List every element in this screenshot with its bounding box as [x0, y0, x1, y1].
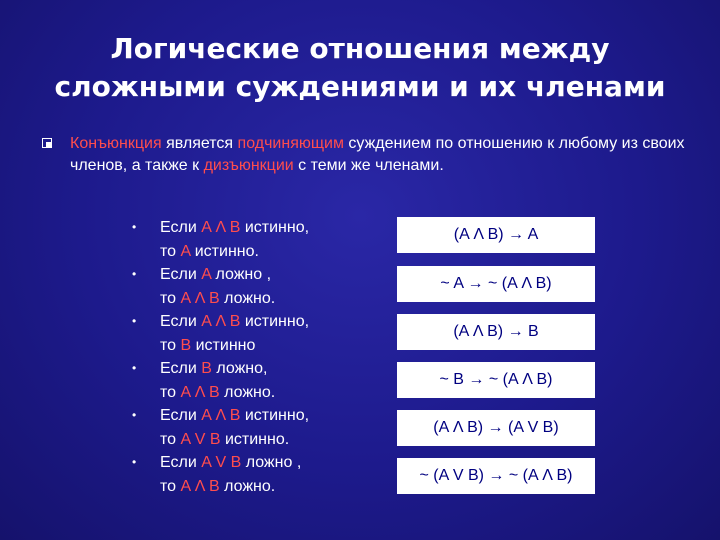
variable-term: A Λ B: [201, 407, 241, 424]
rule-item: [130, 451, 370, 498]
rule-text: то: [160, 289, 181, 307]
title-line-2: сложными суждениями и их членами: [54, 70, 666, 103]
variable-term: A: [180, 242, 191, 260]
rule-line-2: [160, 428, 370, 452]
highlighted-term: дизъюнкции: [203, 157, 294, 174]
intro-fragment: суждением по отношению к любому из своих членов, а также к: [70, 135, 685, 174]
variable-term: A V B: [180, 430, 221, 448]
intro-text: [70, 133, 702, 177]
formula-box: ~ (A V B) → ~ (A Λ B): [397, 458, 595, 494]
rule-text: истинно.: [190, 242, 259, 260]
rule-text: Если: [160, 219, 202, 236]
title-line-1: Логические отношения между: [110, 32, 610, 65]
variable-term: A Λ B: [180, 383, 220, 401]
variable-term: B: [201, 360, 212, 377]
rule-item: [130, 404, 370, 451]
rule-line-2: [160, 287, 370, 311]
rule-text: истинно,: [240, 313, 310, 330]
variable-term: A Λ B: [180, 289, 220, 307]
rule-text: ложно ,: [241, 454, 302, 471]
rule-text: Если: [160, 407, 202, 424]
rule-text: Если: [160, 266, 202, 283]
bullet-icon: •: [132, 455, 137, 469]
rule-line-1: [160, 404, 370, 428]
rule-text: Если: [160, 313, 202, 330]
rule-text: истинно,: [240, 407, 310, 424]
intro-paragraph: [42, 133, 702, 177]
rule-text: то: [160, 242, 181, 260]
bullet-icon: •: [132, 220, 137, 234]
rule-text: то: [160, 336, 181, 354]
intro-fragment: является: [161, 135, 238, 152]
slide-title: [0, 30, 720, 106]
variable-term: A: [201, 266, 212, 283]
rules-list: [130, 216, 370, 498]
rule-text: ложно ,: [211, 266, 272, 283]
rule-line-1: [160, 263, 370, 287]
formula-box: (A Λ B) → (A V B): [397, 410, 595, 446]
variable-term: B: [180, 336, 192, 354]
rule-text: то: [160, 430, 181, 448]
rule-line-1: [160, 357, 370, 381]
formula-box: (A Λ B) → B: [397, 314, 595, 350]
formula-box: ~ B → ~ (A Λ B): [397, 362, 595, 398]
highlighted-term: Конъюнкция: [70, 135, 162, 152]
highlighted-term: подчиняющим: [237, 135, 344, 152]
bullet-icon: •: [132, 361, 137, 375]
rule-item: [130, 357, 370, 404]
rule-text: истинно: [191, 336, 256, 354]
rule-text: ложно.: [219, 289, 276, 307]
formula-box: ~ A → ~ (A Λ B): [397, 266, 595, 302]
checkbox-bullet-icon: [42, 138, 52, 148]
bullet-icon: •: [132, 408, 137, 422]
rule-line-2: [160, 334, 370, 358]
rule-item: [130, 263, 370, 310]
rule-line-1: [160, 310, 370, 334]
rule-line-2: [160, 240, 370, 264]
rule-item: [130, 310, 370, 357]
rule-line-1: [160, 216, 370, 240]
variable-term: A Λ B: [180, 477, 220, 495]
rule-text: истинно,: [240, 219, 310, 236]
rule-line-2: [160, 475, 370, 499]
bullet-icon: •: [132, 267, 137, 281]
rule-item: [130, 216, 370, 263]
rule-line-1: [160, 451, 370, 475]
formula-box: (A Λ B) → A: [397, 217, 595, 253]
rule-text: то: [160, 477, 181, 495]
rule-text: ложно.: [219, 477, 276, 495]
variable-term: A Λ B: [201, 219, 241, 236]
variable-term: A Λ B: [201, 313, 241, 330]
rule-line-2: [160, 381, 370, 405]
rule-text: Если: [160, 454, 202, 471]
rule-text: ложно,: [211, 360, 268, 377]
rule-text: истинно.: [220, 430, 290, 448]
bullet-icon: •: [132, 314, 137, 328]
rule-text: ложно.: [219, 383, 276, 401]
variable-term: A V B: [201, 454, 242, 471]
rule-text: то: [160, 383, 181, 401]
intro-fragment: с теми же членами.: [293, 157, 444, 174]
rule-text: Если: [160, 360, 202, 377]
